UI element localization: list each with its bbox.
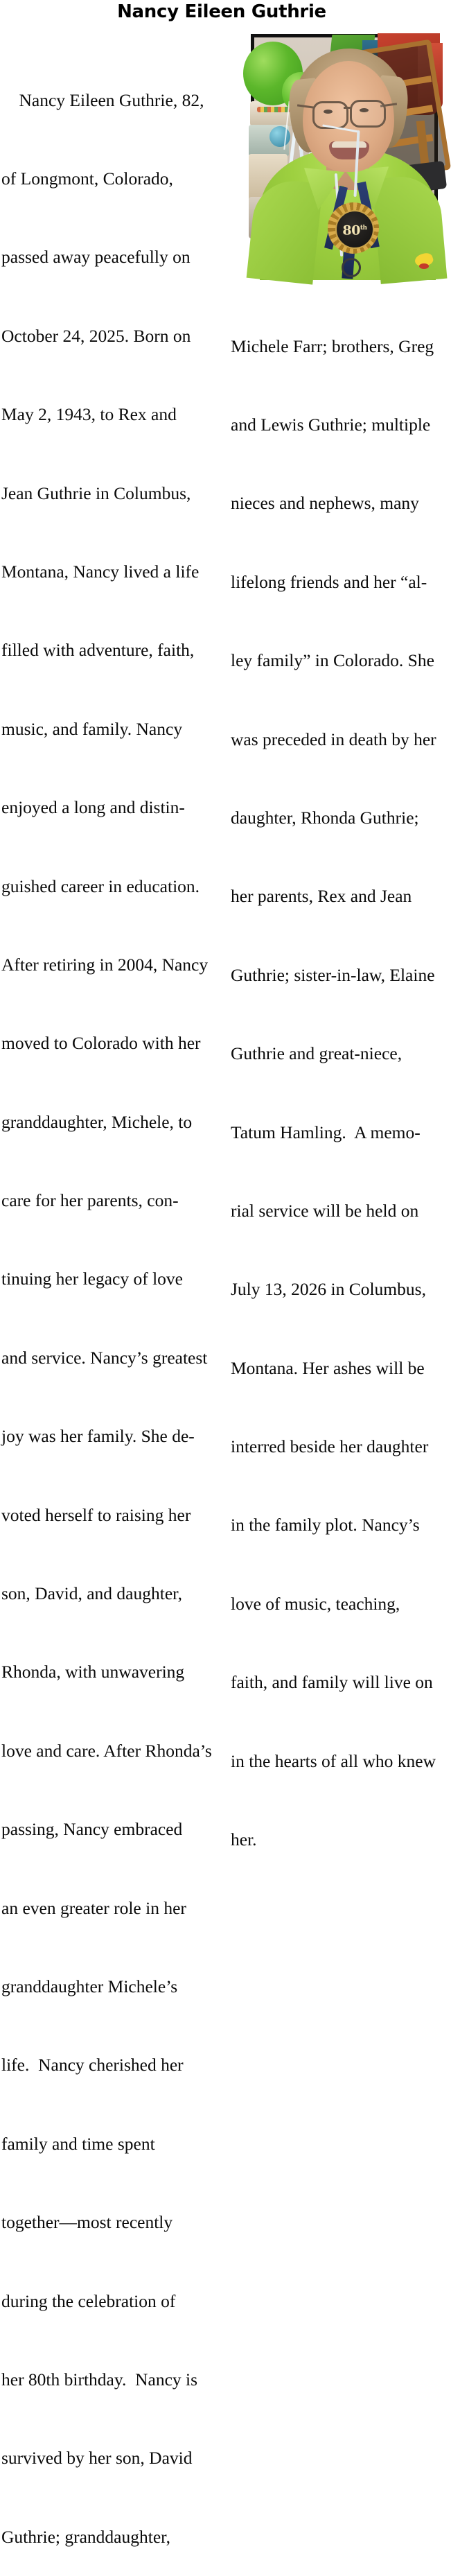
obituary-text-column-left — [1, 35, 222, 2576]
text-line: of Longmont, Colorado, — [1, 168, 173, 189]
text-line: music, and family. Nancy — [1, 718, 183, 739]
text-line: passed away peacefully on — [1, 247, 191, 268]
text-line: moved to Colorado with her — [1, 1033, 201, 1054]
text-line: granddaughter Michele’s — [1, 1976, 178, 1996]
text-line: ley family” in Colorado. She — [231, 650, 434, 671]
text-line: her 80th birthday. Nancy is — [1, 2369, 198, 2390]
rosette-suffix: th — [360, 224, 367, 232]
obituary-text-column-right — [231, 281, 443, 1879]
text-line: Guthrie; sister-in-law, Elaine — [231, 964, 435, 985]
text-line: love of music, teaching, — [231, 1593, 400, 1614]
text-line: was preceded in death by her — [231, 729, 436, 749]
rosette-number: 80th — [342, 223, 367, 238]
text-line: life. Nancy cherished her — [1, 2055, 184, 2075]
text-line: nieces and nephews, many — [231, 493, 419, 514]
obituary-portrait-photo — [251, 34, 438, 275]
text-line: Montana, Nancy lived a life — [1, 561, 200, 582]
text-line: lifelong friends and her “al- — [231, 571, 427, 592]
table-clutter-detail — [257, 107, 290, 112]
text-line: interred beside her daughter — [231, 1436, 429, 1457]
text-line: in the family plot. Nancy’s — [231, 1515, 420, 1535]
text-line: an even greater role in her — [1, 1897, 186, 1918]
text-line: care for her parents, con- — [1, 1190, 179, 1211]
text-line: family and time spent — [1, 2133, 155, 2154]
text-line: Nancy Eileen Guthrie, 82, — [1, 89, 204, 110]
text-line: and Lewis Guthrie; multiple — [231, 414, 431, 435]
text-line: her parents, Rex and Jean — [231, 886, 412, 907]
teeth — [332, 141, 366, 148]
text-line: Guthrie; granddaughter, — [1, 2526, 170, 2547]
shirt-shoulder-right — [372, 173, 448, 284]
text-line: love and care. After Rhonda’s — [1, 1740, 212, 1761]
text-line: Tatum Hamling. A memo- — [231, 1122, 421, 1142]
text-line: Rhonda, with unwavering — [1, 1662, 185, 1682]
red-object — [419, 263, 429, 269]
text-line: son, David, and daughter, — [1, 1583, 183, 1604]
globe-object — [269, 126, 290, 147]
text-line: After retiring in 2004, Nancy — [1, 954, 209, 975]
text-line: in the hearts of all who knew — [231, 1750, 436, 1771]
glasses-bridge — [344, 107, 351, 109]
text-line: October 24, 2025. Born on — [1, 325, 191, 346]
text-line: tinuing her legacy of love — [1, 1269, 183, 1289]
text-line: guished career in education. — [1, 876, 200, 896]
glasses-lens-left — [312, 101, 348, 129]
text-line: Jean Guthrie in Columbus, — [1, 482, 191, 503]
text-line: faith, and family will live on — [231, 1672, 433, 1693]
photo-content — [254, 37, 434, 271]
text-line: daughter, Rhonda Guthrie; — [231, 807, 419, 828]
page-title: Nancy Eileen Guthrie — [117, 1, 326, 22]
text-line: passing, Nancy embraced — [1, 1819, 183, 1840]
text-line: Guthrie and great-niece, — [231, 1043, 403, 1064]
text-line: May 2, 1943, to Rex and — [1, 404, 177, 425]
text-line: and service. Nancy’s greatest — [1, 1347, 208, 1368]
text-line: joy was her family. She de- — [1, 1426, 195, 1447]
text-line: Montana. Her ashes will be — [231, 1357, 425, 1378]
text-line: granddaughter, Michele, to — [1, 1111, 193, 1132]
text-line: during the celebration of — [1, 2290, 176, 2311]
text-line: together—most recently — [1, 2212, 173, 2233]
text-line: July 13, 2026 in Columbus, — [231, 1279, 426, 1300]
text-line: her. — [231, 1829, 257, 1850]
text-line: voted herself to raising her — [1, 1504, 191, 1525]
glasses-lens-right — [350, 100, 386, 128]
text-line: survived by her son, David — [1, 2448, 193, 2469]
text-line: filled with adventure, faith, — [1, 640, 195, 661]
text-line: enjoyed a long and distin- — [1, 797, 185, 818]
rosette-center — [335, 210, 374, 249]
text-line: Michele Farr; brothers, Greg — [231, 336, 434, 356]
text-line: rial service will be held on — [231, 1200, 419, 1221]
lanyard-clip — [342, 258, 361, 277]
